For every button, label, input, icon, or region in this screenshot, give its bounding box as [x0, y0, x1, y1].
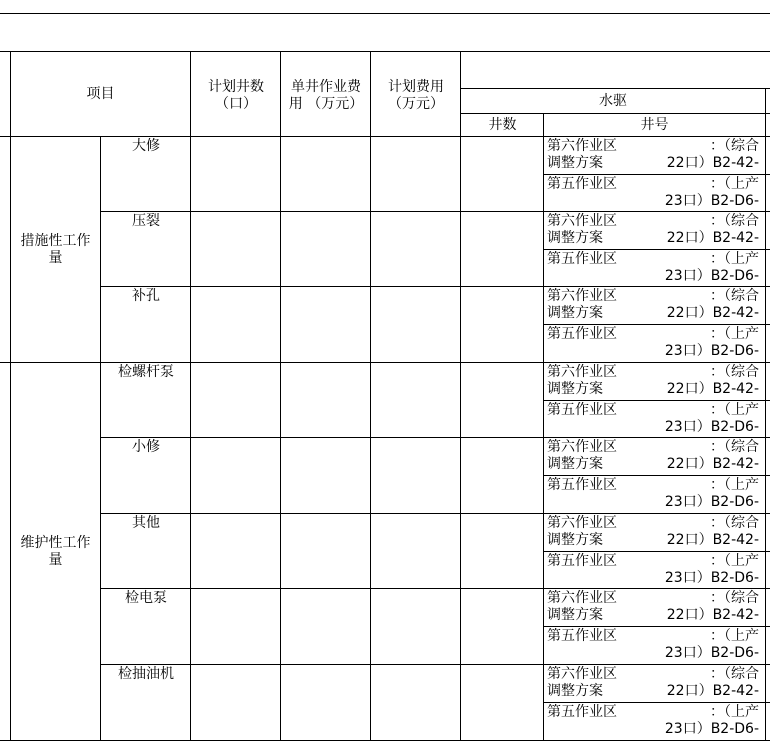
well-entry-r2: 23口）B2-D6- — [664, 721, 759, 737]
well-entry-sixth-area — [544, 665, 765, 703]
grid-line — [101, 664, 770, 665]
well-entry-r1: ：（综合 — [710, 138, 759, 154]
well-entry-fifth-area — [544, 325, 765, 363]
well-entry-r1: ：（上产 — [710, 251, 759, 267]
subitem-label: 压裂 — [132, 213, 160, 229]
well-entry-r2: 22口）B2-42- — [666, 230, 759, 246]
well-entry-l1: 第六作业区 — [547, 666, 617, 682]
well-entry-r1: ：（上产 — [710, 176, 759, 192]
grid-line — [461, 113, 770, 114]
well-entry-r1: ：（上产 — [710, 402, 759, 418]
well-entry-fifth-area — [544, 627, 765, 665]
grid-line — [101, 286, 770, 287]
grid-line — [544, 702, 770, 703]
grid-line — [544, 324, 770, 325]
grid-line — [544, 626, 770, 627]
well-entry-r2: 22口）B2-42- — [666, 381, 759, 397]
well-entry-r1: ：（综合 — [710, 666, 759, 682]
grid-line — [765, 88, 766, 741]
well-entry-r2: 23口）B2-D6- — [664, 570, 759, 586]
well-entry-r2: 22口）B2-42- — [666, 607, 759, 623]
well-entry-l1: 第五作业区 — [547, 402, 617, 418]
well-entry-sixth-area — [544, 137, 765, 175]
grid-line — [0, 362, 770, 363]
well-entry-r2: 22口）B2-42- — [666, 456, 759, 472]
well-entry-l2: 调整方案 — [547, 607, 603, 623]
well-entry-sixth-area — [544, 438, 765, 476]
header-item: 项目 — [86, 85, 115, 102]
well-entry-l1: 第六作业区 — [547, 213, 617, 229]
well-entry-fifth-area — [544, 250, 765, 288]
header-planned-wells: 计划井数 （口） — [208, 79, 264, 112]
well-entry-r2: 23口）B2-D6- — [664, 268, 759, 284]
grid-line — [100, 136, 101, 741]
header-water-drive: 水驱 — [599, 92, 627, 109]
subitem-label: 检电泵 — [125, 590, 167, 606]
well-entry-r1: ：（上产 — [710, 628, 759, 644]
grid-line — [543, 113, 544, 741]
grid-line — [0, 136, 770, 137]
well-entry-fifth-area — [544, 401, 765, 439]
well-entry-sixth-area — [544, 212, 765, 250]
grid-line — [460, 51, 461, 741]
grid-line — [544, 400, 770, 401]
header-well-count: 井数 — [488, 116, 517, 133]
grid-line — [544, 249, 770, 250]
header-well-no: 井号 — [640, 116, 669, 133]
grid-line — [461, 88, 770, 89]
grid-line — [544, 475, 770, 476]
well-entry-r1: ：（综合 — [710, 364, 759, 380]
well-entry-fifth-area — [544, 552, 765, 590]
well-entry-r2: 22口）B2-42- — [666, 683, 759, 699]
well-entry-r1: ：（综合 — [710, 590, 759, 606]
grid-line — [0, 51, 770, 52]
grid-line — [0, 13, 770, 14]
well-entry-r2: 23口）B2-D6- — [664, 645, 759, 661]
well-entry-r2: 23口）B2-D6- — [664, 419, 759, 435]
well-entry-sixth-area — [544, 363, 765, 401]
grid-line — [101, 588, 770, 589]
grid-line — [190, 51, 191, 741]
subitem-label: 大修 — [132, 138, 160, 154]
well-entry-sixth-area — [544, 589, 765, 627]
subitem-label: 补孔 — [132, 288, 160, 304]
grid-line — [101, 437, 770, 438]
well-entry-l1: 第六作业区 — [547, 288, 617, 304]
well-entry-l1: 第六作业区 — [547, 138, 617, 154]
grid-line — [10, 51, 11, 741]
subitem-label: 小修 — [132, 439, 160, 455]
header-planned-cost: 计划费用 （万元） — [388, 79, 444, 112]
well-entry-r1: ：（综合 — [710, 288, 759, 304]
well-entry-l1: 第五作业区 — [547, 176, 617, 192]
well-entry-l1: 第五作业区 — [547, 326, 617, 342]
well-entry-l2: 调整方案 — [547, 305, 603, 321]
well-entry-sixth-area — [544, 287, 765, 325]
well-entry-l1: 第六作业区 — [547, 439, 617, 455]
well-entry-r2: 23口）B2-D6- — [664, 193, 759, 209]
well-entry-r1: ：（上产 — [710, 326, 759, 342]
grid-line — [0, 740, 770, 741]
subitem-label: 检抽油机 — [118, 666, 174, 682]
grid-line — [370, 51, 371, 741]
well-entry-r2: 22口）B2-42- — [666, 155, 759, 171]
well-entry-r1: ：（综合 — [710, 515, 759, 531]
well-entry-fifth-area — [544, 175, 765, 213]
well-entry-r2: 22口）B2-42- — [666, 305, 759, 321]
well-entry-l1: 第五作业区 — [547, 251, 617, 267]
grid-line — [544, 174, 770, 175]
well-entry-r2: 22口）B2-42- — [666, 532, 759, 548]
well-entry-l2: 调整方案 — [547, 230, 603, 246]
grid-line — [101, 513, 770, 514]
well-entry-l2: 调整方案 — [547, 456, 603, 472]
well-entry-r2: 23口）B2-D6- — [664, 494, 759, 510]
well-entry-l1: 第五作业区 — [547, 553, 617, 569]
grid-line — [544, 551, 770, 552]
well-entry-l1: 第五作业区 — [547, 704, 617, 720]
well-entry-sixth-area — [544, 514, 765, 552]
well-entry-r2: 23口）B2-D6- — [664, 343, 759, 359]
well-entry-l1: 第五作业区 — [547, 477, 617, 493]
well-entry-l2: 调整方案 — [547, 532, 603, 548]
well-entry-r1: ：（综合 — [710, 213, 759, 229]
header-unit-cost: 单井作业费 用 （万元） — [288, 79, 364, 112]
well-entry-l1: 第六作业区 — [547, 590, 617, 606]
subitem-label: 检螺杆泵 — [118, 364, 174, 380]
well-entry-l2: 调整方案 — [547, 381, 603, 397]
well-entry-r1: ：（上产 — [710, 477, 759, 493]
well-entry-l1: 第五作业区 — [547, 628, 617, 644]
group-label-maintenance: 维护性工作 量 — [20, 534, 91, 568]
well-entry-l2: 调整方案 — [547, 155, 603, 171]
well-entry-fifth-area — [544, 703, 765, 741]
grid-line — [280, 51, 281, 741]
subitem-label: 其他 — [132, 515, 160, 531]
well-entry-l1: 第六作业区 — [547, 364, 617, 380]
group-label-measures: 措施性工作 量 — [20, 233, 91, 266]
grid-line — [101, 211, 770, 212]
well-entry-r1: ：（综合 — [710, 439, 759, 455]
well-entry-fifth-area — [544, 476, 765, 514]
well-entry-r1: ：（上产 — [710, 553, 759, 569]
well-entry-l2: 调整方案 — [547, 683, 603, 699]
well-entry-r1: ：（上产 — [710, 704, 759, 720]
well-entry-l1: 第六作业区 — [547, 515, 617, 531]
